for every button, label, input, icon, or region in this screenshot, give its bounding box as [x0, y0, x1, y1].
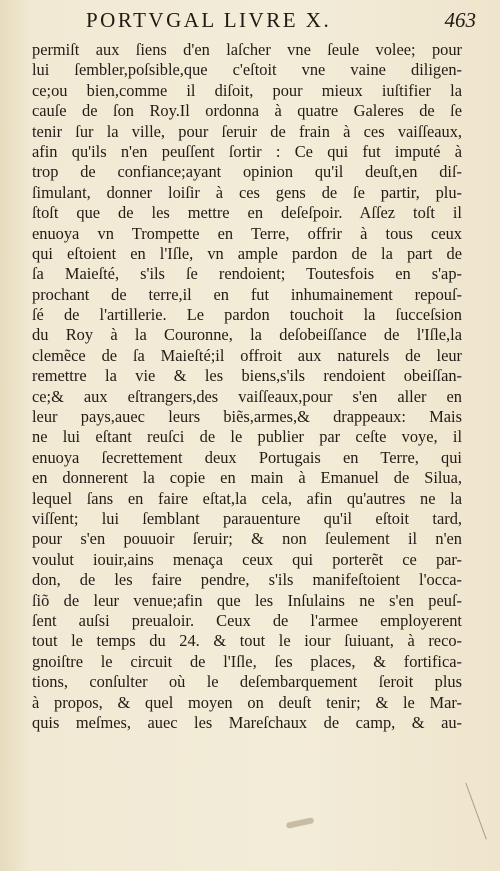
text-line: enuoya vn Trompette en Terre, offrir à tous ceux — [32, 223, 462, 243]
text-line: cauſe de ſon Roy.Il ordonna à quatre Galeres de ſe — [32, 101, 462, 121]
text-line: lequel ſans en faire eſtat,la cela, afin qu'autres ne la — [32, 488, 462, 508]
text-line: du Roy à la Couronne, la deſobeiſſance de l'Iſle,la — [32, 325, 462, 345]
text-line: permiſt aux ſiens d'en laſcher vne ſeule volee; pour — [32, 40, 462, 59]
text-line: prochant de terre,il en fut inhumainement repouſ- — [32, 284, 462, 304]
text-line: ſent auſsi preualoir. Ceux de l'armee employerent — [32, 610, 462, 630]
text-line: à propos, & quel moyen on deuſt tenir; & le Mar- — [32, 692, 462, 712]
body-text — [32, 40, 462, 733]
text-line: lui ſembler,poſsible,que c'eſtoit vne vaine diligen- — [32, 60, 462, 80]
text-line: qui eſtoient en l'Iſle, vn ample pardon de la part de — [32, 243, 462, 263]
text-line: ſa Maieſté, s'ils ſe rendoient; Toutesfois en s'ap- — [32, 264, 462, 284]
text-line: ſiõ de leur venue;afin que les Inſulains ne s'en peuſ- — [32, 590, 462, 610]
text-line: en donnerent la copie en main à Emanuel de Silua, — [32, 468, 462, 488]
text-line: trop de confiance;ayant opinion qu'il deuſt,en diſ- — [32, 162, 462, 182]
text-line: ce;ou bien,comme il diſoit, pour mieux iuſtifier la — [32, 80, 462, 100]
text-line: tout le temps du 24. & tout le iour ſuiuant, à reco- — [32, 631, 462, 651]
text-line: gnoiſtre le circuit de l'Iſle, ſes places, & fortifica- — [32, 651, 462, 671]
text-line: ne lui eſtant reuſci de le publier par ceſte voye, il — [32, 427, 462, 447]
text-line: afin qu'ils n'en peuſſent ſortir : Ce qui fut imputé à — [32, 141, 462, 161]
text-line: don, de les faire pendre, s'ils manifeſtoient l'occa- — [32, 570, 462, 590]
ink-smudge — [286, 817, 315, 829]
text-line: tions, conſulter où le deſembarquement ſeroit plus — [32, 672, 462, 692]
text-line: quis meſmes, auec les Mareſchaux de camp, & au- — [32, 712, 462, 732]
page-number: 463 — [444, 8, 476, 32]
text-line: clemẽce de ſa Maieſté;il offroit aux naturels de leur — [32, 345, 462, 365]
running-head: PORTVGAL LIVRE X. — [86, 8, 332, 32]
text-line: ſimulant, donner loiſir à ces gens de ſe partir, plu- — [32, 182, 462, 202]
text-line: ſé de l'artillerie. Le pardon touchoit la ſucceſsion — [32, 305, 462, 325]
text-line: voulut iouir,ains menaça ceux qui porterẽt ce par- — [32, 549, 462, 569]
page-edge-mark — [465, 777, 500, 840]
text-line: tenir ſur la ville, pour ſeruir de frain à ces vaiſſeaux, — [32, 121, 462, 141]
text-line: leur pays,auec leurs biẽs,armes,& drappeaux: Mais — [32, 407, 462, 427]
text-line: viſſent; lui ſemblant parauenture qu'il eſtoit tard, — [32, 508, 462, 528]
page-header — [30, 6, 476, 36]
text-line: remettre la vie & les biens,s'ils rendoient obeiſſan- — [32, 366, 462, 386]
text-line: enuoya ſecrettement deux Portugais en Terre, qui — [32, 447, 462, 467]
text-line: pour s'en pouuoir ſeruir; & non ſeulement il n'en — [32, 529, 462, 549]
text-line: ſtoſt que de les mettre en deſeſpoir. Aſſez toſt il — [32, 203, 462, 223]
text-line: ce;& aux eſtrangers,des vaiſſeaux,pour s'en aller en — [32, 386, 462, 406]
